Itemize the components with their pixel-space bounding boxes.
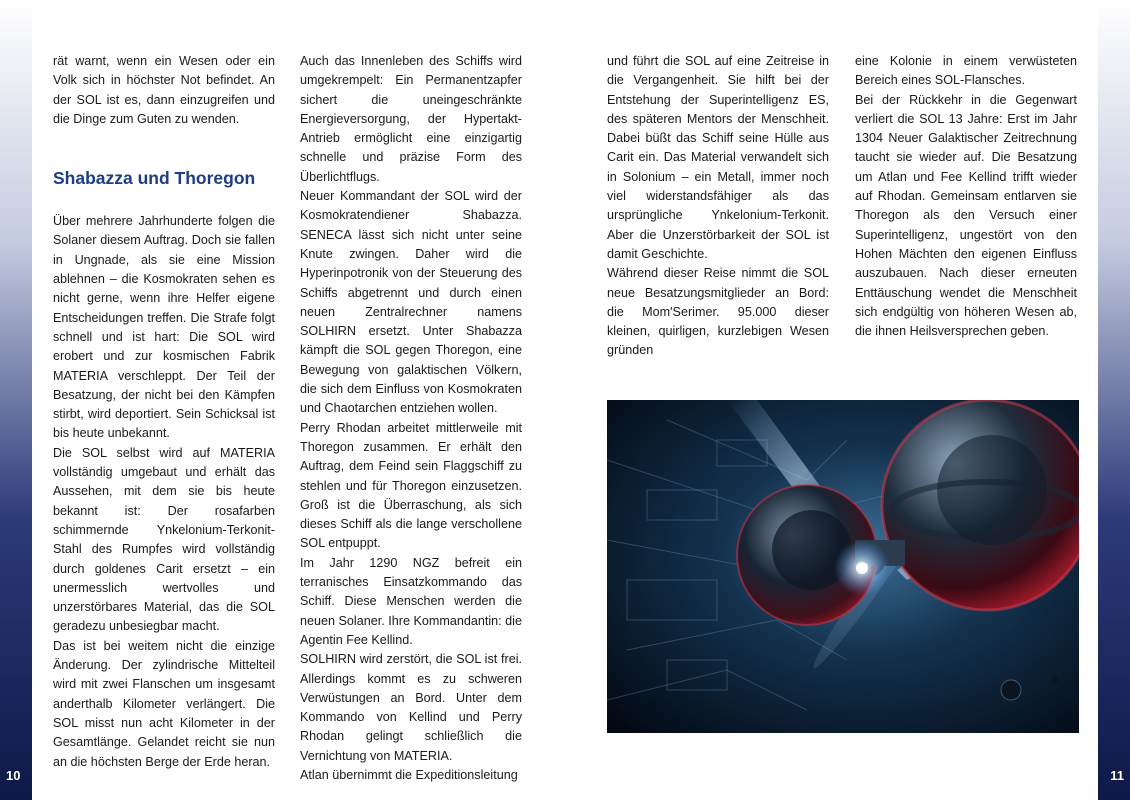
paragraph: Über mehrere Jahrhunderte folgen die Solaner diesem Auftrag. Doch sie fallen in Ungnade, als sie eine Mission ablehnen – die Kosmokraten sehen es nicht gerne, wenn ihre Helfer eigene Entscheidungen treffen. Die Strafe folgt schnell und ist hart: Die SOL wird erobert und zur kosmischen Fabrik MATERIA verschleppt. Der Teil der Besatzung, der nicht bei den Kämpfen stirbt, wird deportiert. Sein Schicksal ist bis heute unbekannt. bbox=[53, 214, 275, 441]
left-page-edge bbox=[0, 0, 32, 800]
column-3 bbox=[607, 52, 829, 361]
page-number-left: 10 bbox=[6, 768, 21, 783]
spaceship-art bbox=[607, 400, 1079, 733]
paragraph: Neuer Kommandant der SOL wird der Kosmokratendiener Shabazza. SENECA lässt sich nicht unter seine Knute zwingen. Daher wird die Hyperinpotronik von der Steuerung des Schiffs abgetrennt und durch einen neuen Zentralrechner namens SOLHIRN ersetzt. Unter Shabazza kämpft die SOL gegen Thoregon, eine Bewegung von galaktischen Völkern, die sich dem Einfluss von Kosmokraten und Chaotarchen entziehen wollen. bbox=[300, 189, 522, 416]
right-page-edge bbox=[1098, 0, 1130, 800]
column-2 bbox=[300, 52, 522, 785]
paragraph: Perry Rhodan arbeitet mittlerweile mit Thoregon zusammen. Er erhält den Auftrag, dem Feind sein Flaggschiff zu stehlen und für Thoregon einzusetzen. Groß ist die Überraschung, als sich dieses Schiff als die lange verschollene SOL entpuppt. bbox=[300, 420, 522, 551]
section-heading: Shabazza und Thoregon bbox=[53, 168, 256, 189]
paragraph: Bei der Rückkehr in die Gegenwart verliert die SOL 13 Jahre: Erst im Jahr 1304 Neuer Galaktischer Zeitrechnung taucht sie wieder auf. Die Besatzung um Atlan und Fee Kellind trifft wieder auf Rhodan. Gemeinsam entlarven sie Thoregon als den Versuch einer Superintelligenz, ungestört von den Hohen Mächten den eigenen Einfluss auszubauen. Nach dieser erneuten Enttäuschung wendet die Menschheit sich endgültig von höheren Wesen ab, die ihnen Heilsversprechen geben. bbox=[855, 92, 1077, 339]
spaceship-illustration bbox=[607, 400, 1079, 733]
paragraph: Im Jahr 1290 NGZ befreit ein terranisches Einsatzkommando das Schiff. Diese Menschen werden die neuen Solaner. Ihre Kommandantin: die Agentin Fee Kellind. bbox=[300, 555, 522, 647]
paragraph: Die SOL selbst wird auf MATERIA vollständig umgebaut und erhält das Aussehen, mit dem sie bis heute bekannt ist: Der rosafarben schimmernde Ynkelonium-Terkonit-Stahl des Rumpfes wird vollständig durch goldenes Carit ersetzt – ein unermesslich wertvolles und unzerstörbares Material, das die SOL geradezu unbesiegbar macht. bbox=[53, 445, 275, 634]
column-4 bbox=[855, 52, 1077, 341]
column-1 bbox=[53, 52, 275, 772]
paragraph: Während dieser Reise nimmt die SOL neue Besatzungsmitglieder an Bord: die Mom'Serimer. 95.000 dieser kleinen, quirligen, kurzlebigen Wesen gründen bbox=[607, 266, 829, 358]
paragraph: SOLHIRN wird zerstört, die SOL ist frei. Allerdings kommt es zu schweren Verwüstungen an Bord. Unter dem Kommando von Kellind und Perry Rhodan gelingt schließlich die Vernichtung von MATERIA. bbox=[300, 652, 522, 763]
page-number-right: 11 bbox=[1110, 768, 1124, 783]
paragraph: Atlan übernimmt die Expeditionsleitung bbox=[300, 767, 518, 782]
paragraph: eine Kolonie in einem verwüsteten Bereich eines SOL-Flansches. bbox=[855, 54, 1077, 88]
paragraph: Auch das Innenleben des Schiffs wird umgekrempelt: Ein Permanentzapfer sichert die uneingeschränkte Energieversorgung, der Hypertakt-Antrieb ermöglicht eine einzigartig schnelle und präzise Form des Überlichtflugs. bbox=[300, 54, 522, 184]
paragraph: Das ist bei weitem nicht die einzige Änderung. Der zylindrische Mittelteil wird mit zwei Flanschen um insgesamt anderthalb Kilometer verlängert. Die SOL misst nun acht Kilometer in der Gesamtlänge. Gelandet reicht sie nun an die höchsten Berge der Erde heran. bbox=[53, 638, 275, 769]
paragraph: und führt die SOL auf eine Zeitreise in die Vergangenheit. Sie hilft bei der Entstehung der Superintelligenz ES, des späteren Mentors der Menschheit. Dabei büßt das Schiff seine Hülle aus Carit ein. Das Material verwandelt sich in Solonium – ein Metall, immer noch viel widerstandsfähiger als das ursprüngliche Ynkelonium-Terkonit. Aber die Unzerstörbarkeit der SOL ist damit Geschichte. bbox=[607, 54, 829, 261]
paragraph: rät warnt, wenn ein Wesen oder ein Volk sich in höchster Not befindet. An der SOL ist es, dann einzugreifen und die Dinge zum Guten zu wenden. bbox=[53, 54, 275, 126]
